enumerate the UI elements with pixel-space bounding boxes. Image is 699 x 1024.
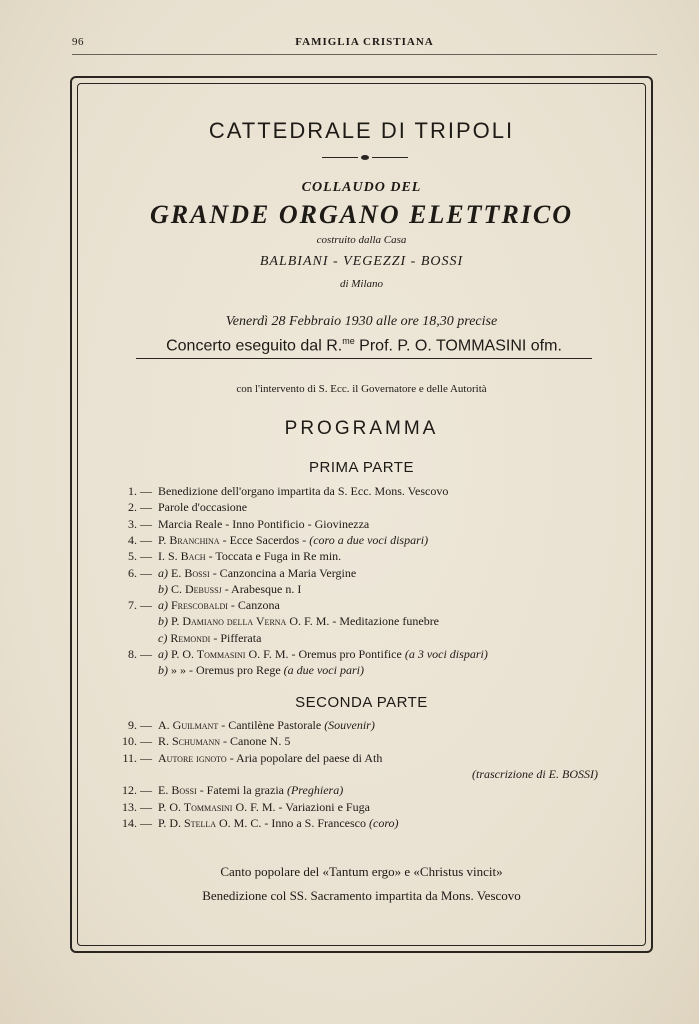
- item-title: O. F. M. - Variazioni e Fuga: [232, 799, 370, 814]
- programme-item: [118, 782, 598, 798]
- programme-item: [118, 483, 598, 499]
- concert-prefix: Concerto eseguito dal R.: [166, 337, 343, 355]
- programme-item: [118, 581, 598, 597]
- programme-item: [118, 532, 598, 548]
- item-sub-letter: c): [158, 630, 171, 645]
- item-title: - Ecce Sacerdos -: [219, 532, 310, 547]
- magazine-title: FAMIGLIA CRISTIANA: [295, 36, 434, 48]
- item-composer: C. Debussj: [171, 581, 222, 596]
- item-text: [158, 581, 301, 597]
- header-rule: [72, 54, 657, 55]
- item-text: [472, 766, 598, 782]
- programme-item: [118, 646, 598, 662]
- programme-item: [118, 630, 598, 646]
- item-title: O. M. C. - Inno a S. Francesco: [216, 815, 369, 830]
- programme-item: [118, 717, 598, 733]
- programme-item: [118, 766, 598, 782]
- item-number: 9. —: [128, 718, 152, 732]
- item-number: 13. —: [122, 799, 152, 814]
- item-composer: P. D. Stella: [158, 815, 217, 830]
- item-number: 5. —: [128, 549, 152, 564]
- item-sub-letter: b): [158, 614, 171, 629]
- item-number: 1. —: [128, 484, 152, 498]
- item-composer: » »: [171, 663, 186, 678]
- builders-name: BALBIANI - VEGEZZI - BOSSI: [259, 254, 464, 269]
- item-text: [158, 750, 382, 766]
- item-title: - Fatemi la grazia: [196, 783, 287, 798]
- concert-performer: [136, 336, 592, 359]
- organ-title: GRANDE ORGANO ELETTRICO: [149, 200, 574, 229]
- programme-item: [118, 662, 598, 678]
- item-composer: P. O. Tommasini: [171, 647, 246, 661]
- item-composer: P. Damiano della Verna: [171, 614, 287, 629]
- item-composer: P. O. Tommasini: [158, 799, 233, 814]
- item-text: [158, 499, 247, 515]
- item-composer: E. Bossi: [171, 565, 210, 580]
- item-text: [158, 516, 369, 532]
- item-title: - Canzoncina a Maria Vergine: [209, 565, 357, 580]
- item-title: Marcia Reale - Inno Pontificio - Giovinezza: [158, 516, 370, 531]
- item-note: (a 3 voci dispari): [404, 647, 488, 661]
- item-title: - Canzona: [227, 598, 280, 613]
- item-sub-letter: b): [158, 663, 171, 678]
- item-number: 11. —: [122, 750, 152, 765]
- closing-canto: Canto popolare del «Tantum ergo» e «Christus vincit»: [220, 864, 503, 879]
- item-note: (a due voci pari): [283, 663, 364, 678]
- item-text: [158, 548, 341, 564]
- item-number: 8. —: [128, 647, 152, 661]
- item-note: (coro a due voci dispari): [309, 532, 429, 547]
- item-text: [158, 799, 370, 815]
- item-number: 7. —: [128, 598, 152, 613]
- item-note: (coro): [369, 815, 399, 830]
- item-title: - Aria popolare del paese di Ath: [226, 750, 383, 765]
- item-text: [158, 597, 280, 613]
- item-sub-letter: a): [158, 598, 171, 613]
- builders-city: di Milano: [339, 278, 384, 290]
- programme-item: [118, 799, 598, 815]
- item-composer: E. Bossi: [158, 783, 197, 798]
- item-number: 12. —: [122, 783, 152, 798]
- programme-item: [118, 597, 598, 613]
- item-number: 10. —: [122, 734, 152, 749]
- part-one-heading: PRIMA PARTE: [309, 459, 414, 476]
- item-title: - Canone N. 5: [220, 734, 291, 749]
- programme-item: [118, 815, 598, 831]
- programme-item: [118, 613, 598, 629]
- item-text: [158, 815, 399, 831]
- item-text: [158, 532, 428, 548]
- item-text: [158, 662, 364, 678]
- item-title: O. F. M. - Meditazione funebre: [286, 614, 440, 629]
- item-text: [158, 613, 439, 629]
- item-number: 4. —: [128, 532, 152, 547]
- programme-heading: PROGRAMMA: [284, 418, 439, 439]
- item-title: - Toccata e Fuga in Re min.: [205, 549, 342, 564]
- item-sub-letter: b): [158, 581, 171, 596]
- item-composer: A. Guilmant: [158, 718, 219, 732]
- item-sub-letter: a): [158, 647, 171, 661]
- cathedral-title: CATTEDRALE DI TRIPOLI: [208, 118, 515, 143]
- concert-date: Venerdì 28 Febbraio 1930 alle ore 18,30 precise: [225, 314, 498, 329]
- programme-item: [118, 499, 598, 515]
- item-composer: R. Schumann: [158, 734, 221, 749]
- item-title: - Arabesque n. I: [221, 581, 302, 596]
- built-by-line: costruito dalla Casa: [316, 234, 407, 246]
- item-text: [158, 630, 261, 646]
- part-two-heading: SECONDA PARTE: [295, 694, 428, 711]
- item-text: [158, 782, 343, 798]
- item-text: [158, 717, 375, 733]
- item-text: [158, 733, 290, 749]
- item-sub-letter: a): [158, 565, 171, 580]
- item-number: 3. —: [128, 516, 152, 531]
- authorities-line: con l'intervento di S. Ecc. il Governatore e delle Autorità: [236, 383, 487, 395]
- item-note: (Souvenir): [324, 718, 375, 732]
- item-composer: P. Branchina: [158, 532, 220, 547]
- programme-item: [118, 565, 598, 581]
- programme-item: [118, 548, 598, 564]
- running-header: [72, 36, 657, 52]
- programme-item: [118, 733, 598, 749]
- title-ornament: [322, 155, 408, 161]
- programme-item: [118, 750, 598, 766]
- item-note: (trascrizione di E. BOSSI): [472, 766, 598, 781]
- item-title: Benedizione dell'organo impartita da S. Ecc. Mons. Vescovo: [158, 484, 449, 498]
- item-number: 14. —: [122, 815, 152, 830]
- item-text: [158, 646, 488, 662]
- item-composer: Remondi: [170, 630, 211, 645]
- concert-suffix: Prof. P. O. TOMMASINI ofm.: [354, 337, 562, 355]
- item-composer: Frescobaldi: [171, 598, 228, 613]
- item-composer: I. S. Bach: [158, 549, 206, 564]
- item-title: - Cantilène Pastorale: [218, 718, 325, 732]
- item-number: 6. —: [128, 565, 152, 580]
- item-title: - Pifferata: [210, 630, 262, 645]
- concert-sup: me: [342, 336, 355, 346]
- item-text: [158, 565, 356, 581]
- item-title: - Oremus pro Rege: [186, 663, 284, 678]
- item-title: Parole d'occasione: [158, 500, 248, 515]
- item-note: (Preghiera): [286, 783, 344, 798]
- closing-benediction: Benedizione col SS. Sacramento impartita da Mons. Vescovo: [202, 888, 521, 903]
- programme-item: [118, 516, 598, 532]
- item-title: O. F. M. - Oremus pro Pontifice: [245, 647, 405, 661]
- item-number: 2. —: [128, 500, 152, 515]
- item-text: [158, 483, 448, 499]
- collaudo-line: COLLAUDO DEL: [301, 180, 422, 195]
- item-composer: Autore ignoto: [158, 750, 227, 765]
- page-number: 96: [72, 36, 84, 48]
